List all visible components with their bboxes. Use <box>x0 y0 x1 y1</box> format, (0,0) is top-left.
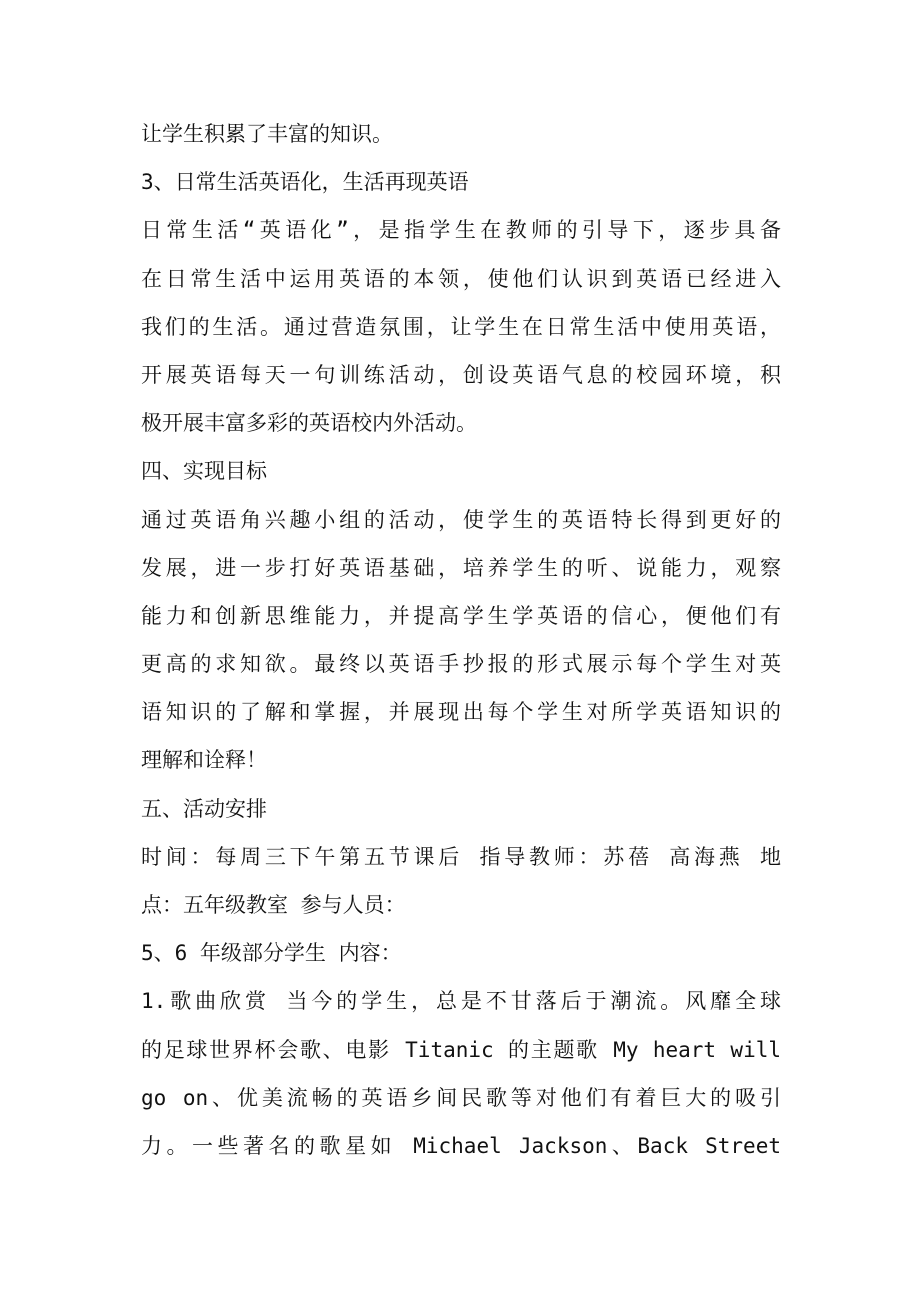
text-line: 日常生活“英语化”，是指学生在教师的引导下，逐步具备 <box>141 218 781 243</box>
document-body <box>141 110 781 1170</box>
text-line: go on、优美流畅的英语乡间民歌等对他们有着巨大的吸引 <box>141 1085 781 1110</box>
text-line: 语知识的了解和掌握，并展现出每个学生对所学英语知识的 <box>141 700 781 725</box>
text-line: 5、6 年级部分学生 内容： <box>141 941 402 966</box>
text-line: 时间：每周三下午第五节课后 指导教师：苏蓓 高海燕 地 <box>141 844 781 869</box>
text-line: 理解和诠释！ <box>141 748 267 773</box>
text-line: 能力和创新思维能力，并提高学生学英语的信心，便他们有 <box>141 603 781 628</box>
text-line: 五、活动安排 <box>141 796 267 821</box>
text-line: 1.歌曲欣赏 当今的学生，总是不甘落后于潮流。风靡全球 <box>141 989 781 1014</box>
text-line: 让学生积累了丰富的知识。 <box>141 122 393 146</box>
text-line: 开展英语每天一句训练活动，创设英语气息的校园环境，积 <box>141 362 781 387</box>
text-line: 发展，进一步打好英语基础，培养学生的听、说能力，观察 <box>141 555 781 580</box>
text-line: 力。一些著名的歌星如 Michael Jackson、Back Street <box>141 1133 781 1158</box>
text-line: 极开展丰富多彩的英语校内外活动。 <box>141 411 477 436</box>
text-line: 点：五年级教室 参与人员： <box>141 893 406 917</box>
text-line: 的足球世界杯会歌、电影 Titanic 的主题歌 My heart will <box>141 1037 781 1062</box>
text-line: 通过英语角兴趣小组的活动，使学生的英语特长得到更好的 <box>141 507 781 532</box>
text-line: 3、日常生活英语化，生活再现英语 <box>141 170 469 195</box>
text-line: 更高的求知欲。最终以英语手抄报的形式展示每个学生对英 <box>141 652 781 677</box>
text-line: 四、实现目标 <box>141 459 267 484</box>
text-line: 在日常生活中运用英语的本领，使他们认识到英语已经进入 <box>141 266 781 291</box>
text-line: 我们的生活。通过营造氛围，让学生在日常生活中使用英语， <box>141 314 781 339</box>
